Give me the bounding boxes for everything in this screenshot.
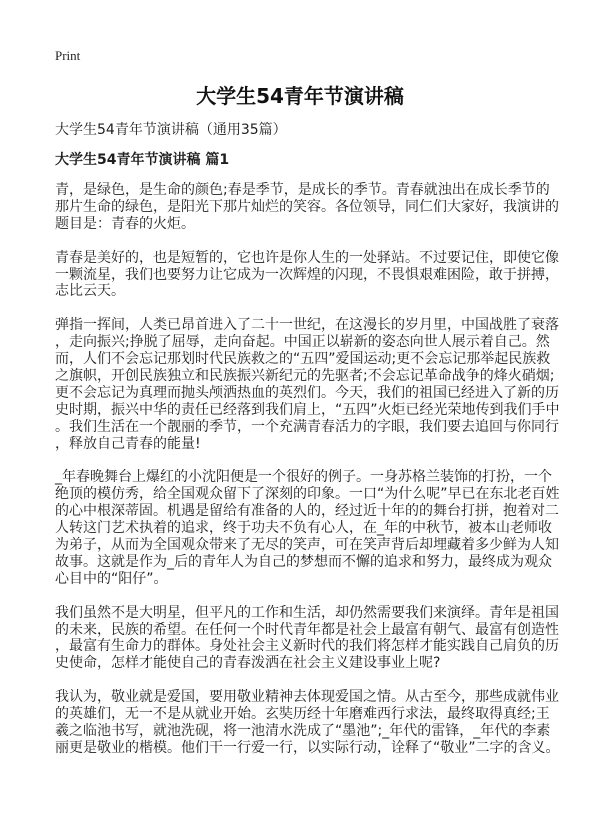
document-title: 大学生54青年节演讲稿 — [196, 84, 404, 108]
paragraph — [55, 469, 560, 587]
paragraph-line: 青，是绿色，是生命的颜色;春是季节，是成长的季节。青春就浊出在成长季节的 — [55, 182, 550, 198]
paragraph-line: ，最富有生命力的群体。身处社会主义新时代的我们将怎样才能实践自己肩负的历 — [55, 638, 559, 655]
paragraph-line: 那片生命的绿色，是阳光下那片灿烂的笑容。各位领导，同仁们大家好，我演讲的 — [55, 198, 559, 215]
paragraph — [55, 249, 559, 301]
paragraph-line: ，释放自己青春的能量! — [55, 435, 201, 452]
paragraph-line: 。我们生活在一个靓丽的季节，一个充满青春活力的字眼，我们要去追回与你同行 — [55, 418, 559, 435]
paragraph-line: _年春晚舞台上爆红的小沈阳便是一个很好的例子。一身苏格兰装饰的打扮，一个 — [55, 469, 552, 486]
paragraph-line: 史时期，振兴中华的责任已经落到我们肩上，“五四”火炬已经光荣地传到我们手中 — [55, 401, 560, 418]
section-heading: 大学生54青年节演讲稿 篇1 — [55, 152, 230, 168]
paragraph-line: 人转这门艺术执着的追求，终于功夫不负有心人，在_年的中秋节，被本山老师收 — [55, 520, 552, 537]
document-body — [55, 182, 560, 774]
paragraph — [55, 317, 560, 452]
paragraph-line: 弹指一挥间，人类已昂首进入了二十一世纪，在这漫长的岁月里，中国战胜了衰落 — [55, 317, 559, 334]
print-link[interactable]: Print — [55, 48, 81, 63]
paragraph-line: 心目中的“阳仔”。 — [55, 570, 168, 587]
paragraph-line: 的心中根深蒂固。机遇是留给有准备的人的，经过近十年的的舞台打拼，抱着对二 — [55, 503, 559, 520]
paragraph-line: 之旗帜，开创民族独立和民族振兴新纪元的先驱者;不会忘记革命战争的烽火硝烟; — [55, 367, 555, 384]
paragraph-line: 我认为，敬业就是爱国，要用敬业精神去体现爱国之情。从古至今，那些成就伟业 — [55, 689, 559, 706]
paragraph-line: 题目是：青春的火炬。 — [55, 215, 195, 232]
paragraph-line: 更不会忘记为真理而抛头颅洒热血的英烈们。今天，我们的祖国已经进入了新的历 — [55, 384, 559, 401]
paragraph-line: 丽更是敬业的楷模。他们干一行爱一行，以实际行动，诠释了“敬业”二字的含义。 — [55, 739, 560, 756]
paragraph-line: 的英雄们，无一不是从就业开始。玄奘历经十年磨难西行求法，最终取得真经;王 — [55, 706, 550, 723]
paragraph-line: 志比云天。 — [55, 283, 125, 300]
paragraph — [55, 182, 559, 233]
paragraph-line: 一颗流星，我们也要努力让它成为一次辉煌的闪现，不畏惧艰难困险，敢于拼搏， — [55, 266, 559, 283]
paragraph-line: 故事。这就是作为_后的青年人为自己的梦想而不懈的追求和努力，最终成为观众 — [55, 553, 552, 570]
paragraph-line: 的未来，民族的希望。在任何一个时代青年都是社会上最富有朝气、最富有创造性 — [55, 621, 559, 638]
paragraph-line: ，走向振兴;挣脱了屈辱，走向奋起。中国正以崭新的姿态向世人展示着自己。然 — [55, 334, 550, 351]
paragraph — [55, 604, 559, 673]
paragraph-line: 史使命，怎样才能使自己的青春泼洒在社会主义建设事业上呢? — [55, 655, 441, 672]
paragraph-line: 我们虽然不是大明星，但平凡的工作和生活，却仍然需要我们来演绎。青年是祖国 — [55, 604, 559, 621]
paragraph-line: 羲之临池书写，就池洗砚，将一池清水洗成了“墨池”;_年代的雷锋，_年代的李素 — [55, 722, 551, 739]
paragraph — [55, 689, 560, 757]
document-subtitle: 大学生54青年节演讲稿（通用35篇） — [55, 122, 287, 138]
paragraph-line: 而，人们不会忘记那划时代民族救之的“五四”爱国运动;更不会忘记那举起民族救 — [55, 351, 551, 368]
paragraph-line: 青春是美好的，也是短暂的，它也许是你人生的一处驿站。不过要记住，即使它像 — [55, 249, 559, 266]
paragraph-line: 绝顶的模仿秀，给全国观众留下了深刻的印象。一口“为什么呢”早已在东北老百姓 — [55, 486, 560, 503]
paragraph-line: 为弟子，从而为全国观众带来了无尽的笑声，可在笑声背后却埋藏着多少鲜为人知 — [55, 536, 559, 553]
